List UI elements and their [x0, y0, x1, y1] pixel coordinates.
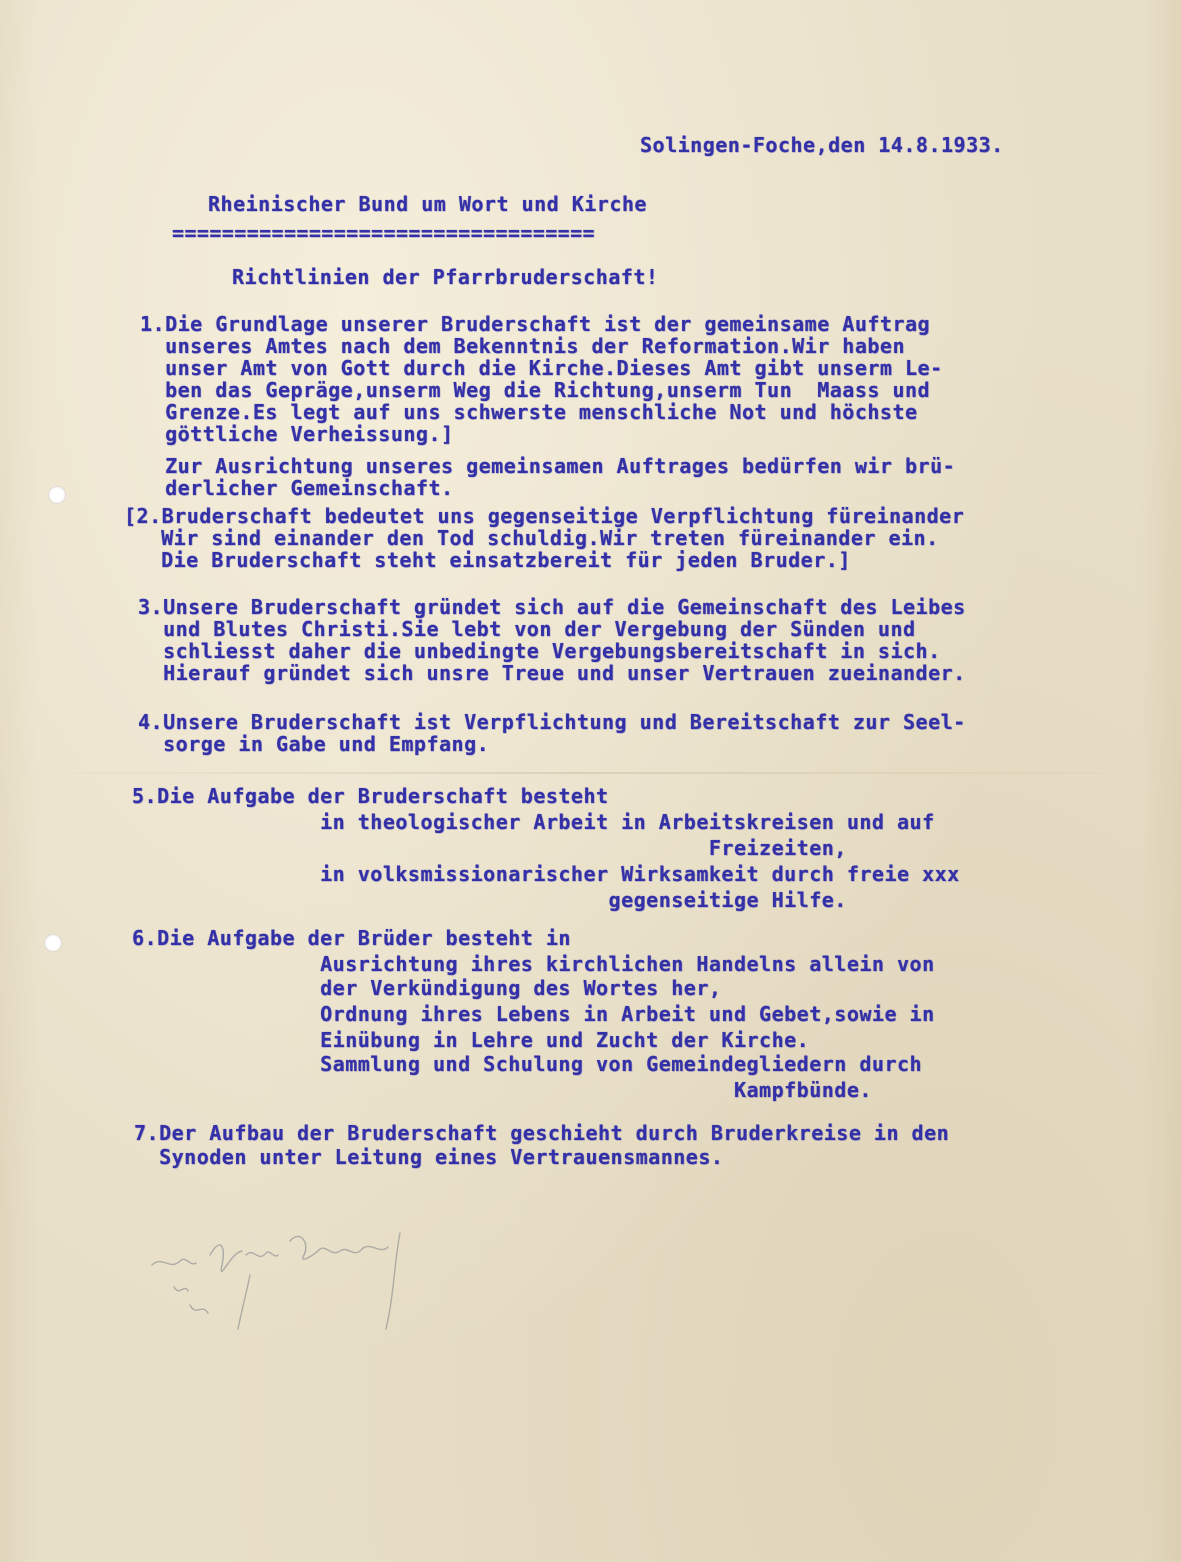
- organization-underline: ==================================: [172, 221, 595, 245]
- section-line: ben das Gepräge,unserm Weg die Richtung,unserm Tun Maass und: [140, 378, 931, 402]
- section-line: schliesst daher die unbedingte Vergebungsbereitschaft in sich.: [138, 639, 941, 663]
- punch-hole-bottom: [44, 934, 62, 952]
- section-line: sorge in Gabe und Empfang.: [138, 732, 490, 756]
- organization-heading: Rheinischer Bund um Wort und Kirche: [208, 192, 647, 216]
- section-line: Grenze.Es legt auf uns schwerste menschliche Not und höchste: [140, 400, 918, 424]
- section-line: Zur Ausrichtung unseres gemeinsamen Auftrages bedürfen wir brü-: [140, 454, 956, 478]
- section-line: unseres Amtes nach dem Bekenntnis der Reformation.Wir haben: [140, 334, 906, 358]
- section-line: 5.Die Aufgabe der Bruderschaft besteht: [132, 784, 609, 808]
- section-line: [2.Bruderschaft bedeutet uns gegenseitige Verpflichtung füreinander: [124, 504, 965, 528]
- section-line: Sammlung und Schulung von Gemeindegliedern durch: [132, 1052, 923, 1076]
- section-line: Ausrichtung ihres kirchlichen Handelns allein von: [132, 952, 935, 976]
- pencil-handwritten-note: [150, 1225, 430, 1335]
- place-date-line: Solingen-Foche,den 14.8.1933.: [640, 133, 1004, 157]
- section-line: 4.Unsere Bruderschaft ist Verpflichtung und Bereitschaft zur Seel-: [138, 710, 966, 734]
- section-line: Die Bruderschaft steht einsatzbereit für jeden Bruder.]: [136, 548, 851, 572]
- section-line: Einübung in Lehre und Zucht der Kirche.: [132, 1028, 810, 1052]
- section-line: derlicher Gemeinschaft.: [140, 476, 454, 500]
- section-line: 1.Die Grundlage unserer Bruderschaft ist der gemeinsame Auftrag: [140, 312, 931, 336]
- section-line: 6.Die Aufgabe der Brüder besteht in: [132, 926, 571, 950]
- section-line: und Blutes Christi.Sie lebt von der Vergebung der Sünden und: [138, 617, 916, 641]
- section-line: Kampfbünde.: [132, 1078, 872, 1102]
- document-title: Richtlinien der Pfarrbruderschaft!: [232, 265, 659, 289]
- section-line: in theologischer Arbeit in Arbeitskreisen und auf: [132, 810, 935, 834]
- section-line: Freizeiten,: [132, 836, 847, 860]
- punch-hole-top: [48, 486, 66, 504]
- section-line: Synoden unter Leitung eines Vertrauensmannes.: [134, 1145, 724, 1169]
- section-line: göttliche Verheissung.]: [140, 422, 454, 446]
- section-line: Wir sind einander den Tod schuldig.Wir treten füreinander ein.: [136, 526, 939, 550]
- section-line: der Verkündigung des Wortes her,: [132, 976, 722, 1000]
- section-line: gegenseitige Hilfe.: [132, 888, 847, 912]
- section-line: 7.Der Aufbau der Bruderschaft geschieht durch Bruderkreise in den: [134, 1121, 950, 1145]
- section-line: Hierauf gründet sich unsre Treue und unser Vertrauen zueinander.: [138, 661, 966, 685]
- section-line: Ordnung ihres Lebens in Arbeit und Gebet,sowie in: [132, 1002, 935, 1026]
- section-line: 3.Unsere Bruderschaft gründet sich auf die Gemeinschaft des Leibes: [138, 595, 966, 619]
- section-line: in volksmissionarischer Wirksamkeit durch freie xxx: [132, 862, 960, 886]
- paper-fold-line: [0, 772, 1181, 774]
- section-line: unser Amt von Gott durch die Kirche.Dieses Amt gibt unserm Le-: [140, 356, 943, 380]
